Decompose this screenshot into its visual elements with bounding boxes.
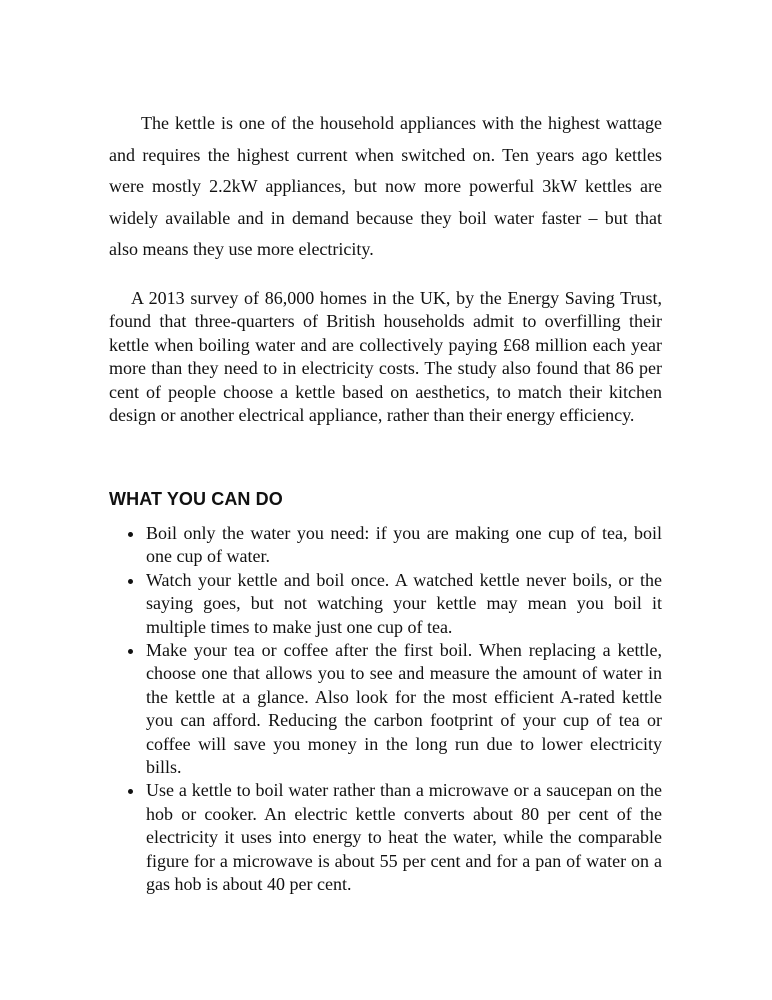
list-item <box>109 779 662 896</box>
tips-list <box>109 522 662 897</box>
bullet-icon <box>128 649 133 654</box>
list-item <box>109 522 662 569</box>
list-item-text: Use a kettle to boil water rather than a microwave or a saucepan on the hob or cooker. An electric kettle converts about 80 per cent of the electricity it uses into energy to heat the water, while the comparable figure for a microwave is about 55 per cent and for a pan of water on a gas hob is about 40 per cent. <box>146 780 662 895</box>
list-item-text: Make your tea or coffee after the first boil. When replacing a kettle, choose one that allows you to see and measure the amount of water in the kettle at a glance. Also look for the most efficient A-rated kettle you can afford. Reducing the carbon footprint of your cup of tea or coffee will save you money in the long run due to lower electricity bills. <box>146 640 662 778</box>
survey-paragraph: A 2013 survey of 86,000 homes in the UK, by the Energy Saving Trust, found that three-quarters of British households admit to overfilling their kettle when boiling water and are collectively paying £68 million each year more than they need to in electricity costs. The study also found that 86 per cent of people choose a kettle based on aesthetics, to match their kitchen design or another electrical appliance, rather than their energy efficiency. <box>109 288 662 426</box>
bullet-icon <box>128 532 133 537</box>
list-item-text: Boil only the water you need: if you are making one cup of tea, boil one cup of water. <box>146 523 662 567</box>
list-item <box>109 639 662 779</box>
bullet-icon <box>128 789 133 794</box>
bullet-icon <box>128 579 133 584</box>
list-item <box>109 569 662 639</box>
list-item-text: Watch your kettle and boil once. A watched kettle never boils, or the saying goes, but not watching your kettle may mean you boil it multiple times to make just one cup of tea. <box>146 569 662 637</box>
intro-paragraph: The kettle is one of the household appliances with the highest wattage and requires the highest current when switched on. Ten years ago kettles were mostly 2.2kW appliances, but now more powerful 3kW kettles are widely available and in demand because they boil water faster – but that also means they use more electricity. <box>109 113 662 259</box>
section-heading: WHAT YOU CAN DO <box>109 489 283 509</box>
